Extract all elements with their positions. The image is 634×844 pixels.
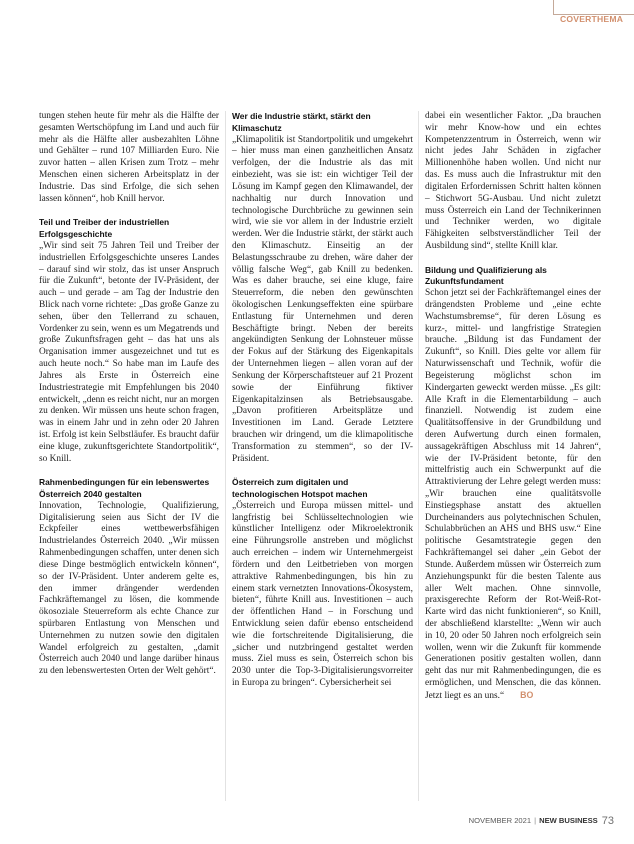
subheading: Österreich zum digitalen und technologischen Hotspot machen	[232, 477, 368, 499]
author-signature: BO	[520, 689, 534, 700]
paragraph: Innovation, Technologie, Qualifizierung, Digitalisierung seien aus Sicht der IV die Eckpfeiler eines wettbewerbsfähigen Industrielandes Österreich 2040. „Wir müssen Rahmenbedingungen schaffen, unter denen sich diese Dinge bestmöglich entwickeln können“, so der IV-Präsident. Unter anderem gelte es, den immer drängender werdenden Fachkräftemangel zu lösen, die kommende ökosoziale Steuerreform als echte Chance zur spürbaren Entlastung von Menschen und Unternehmen zu nutzen sowie den digitalen Wandel erfolgreich zu gestalten, „damit Österreich auch 2040 und lange darüber hinaus zu den lebenswertesten Orten der Welt gehört“.	[39, 500, 219, 677]
subheading: Wer die Industrie stärkt, stärkt den Klimaschutz	[232, 111, 371, 133]
paragraph: dabei ein wesentlicher Faktor. „Da brauchen wir mehr Know-how und ein echtes Kompetenzzentrum in Österreich, wenn wir nicht jedes Jahr Schäden in zigfacher Millionenhöhe haben wollen. Und nicht nur das. Es muss auch die Infrastruktur mit den digitalen Erfordernissen Schritt halten können – Stichwort 5G-Ausbau. Und nicht zuletzt muss Österreich ein Land der Technikerinnen und Techniker werden, wo digitale Fähigkeiten selbstverständlicher Teil der Ausbildung sind“, stellte Knill klar.	[425, 111, 601, 251]
page-number: 73	[601, 815, 614, 827]
article-column-3	[425, 111, 601, 703]
header-frame	[553, 0, 634, 15]
paragraph: tungen stehen heute für mehr als die Hälfte der gesamten Wertschöpfung im Land und auch für mehr als die Hälfte aller ausbezahlten Löhne und Gehälter – rund 107 Milliarden Euro. Nie zuvor hatten – allen Krisen zum Trotz – mehr Menschen einen sicheren Arbeitsplatz in der Industrie. Das sind Erfolge, die sich sehen lassen können“, hob Knill hervor.	[39, 111, 219, 204]
article-column-2	[232, 111, 413, 690]
section-label: COVERTHEMA	[560, 14, 624, 24]
article-column-1	[39, 111, 219, 678]
footer-separator: |	[534, 816, 537, 825]
subheading: Rahmenbedingungen für ein lebenswertes Österreich 2040 gestalten	[39, 477, 210, 499]
subheading: Bildung und Qualifizierung als Zukunftsfundament	[425, 264, 547, 287]
subheading: Teil und Treiber der industriellen Erfolgsgeschichte	[39, 217, 170, 240]
column-divider	[225, 111, 226, 801]
magazine-name: NEW BUSINESS	[539, 816, 598, 825]
page-footer	[469, 815, 614, 827]
paragraph: „Österreich und Europa müssen mittel- und langfristig bei Schlüsseltechnologien wie künstlicher Intelligenz oder Mikroelektronik eine Führungsrolle anstreben und möglichst auch erreichen – indem wir Unternehmergeist fördern und den Leitbetrieben von morgen attraktive Rahmenbedingungen, bis hin zu einem stark vernetzten Innovations-Ökosystem, bieten“, führte Knill aus. Investitionen – auch der öffentlichen Hand – in Forschung und Entwicklung seien dafür ebenso entscheidend wie die fortschreitende Digitalisierung, die „sicher und nutzbringend gestaltet werden muss. Ziel muss es sein, Österreich schon bis 2030 unter die Top-3-Digitalisierungsvorreiter in Europa zu bringen“. Cybersicherheit sei	[232, 500, 413, 688]
issue-date: NOVEMBER 2021	[468, 816, 532, 825]
paragraph	[425, 288, 601, 702]
paragraph: „Klimapolitik ist Standortpolitik und umgekehrt – hier muss man einen ganzheitlichen Ansatz verfolgen, der die Industrie als das mit einbezieht, was sie ist: ein wichtiger Teil der Lösung im Kampf gegen den Klimawandel, der nachhaltig nur durch Innovation und technologische Durchbrüche zu gewinnen sein wird, wie sie vor allem in der Industrie erzielt werden. Wer die Industrie stärkt, der stärkt auch den Klimaschutz. Einseitig an der Belastungsschraube zu drehen, wäre daher der völlig falsche Weg“, gab Knill zu bedenken. Was es daher brauche, sei eine kluge, faire Steuerreform, die neben den gewünschten ökologischen Lenkungseffekten eine spürbare Entlastung für Unternehmen und deren Beschäftigte bringt. Neben der bereits angekündigten Senkung der Lohnsteuer müsse der Fokus auf der Stärkung des Eigenkapitals der Unternehmen liegen – allen voran auf der Senkung der Körperschaftsteuer auf 21 Prozent sowie der Einführung fiktiver Eigenkapitalzinsen als Betriebsausgabe. „Davon profitieren Arbeitsplätze und Investitionen im Land. Gerade Letztere brauchen wir dringend, um die klimapolitische Transformation zu stemmen“, so der IV-Präsident.	[232, 134, 413, 464]
paragraph: „Wir sind seit 75 Jahren Teil und Treiber der industriellen Erfolgsgeschichte unseres Landes – darauf sind wir stolz, das ist unser Anspruch für die Zukunft“, betonte der IV-Präsident, der auch – und gerade – am Tag der Industrie den Blick nach vorne richtete: „Das große Ganze zu sehen, über den Tellerrand zu schauen, Vordenker zu sein, wenn es um Megatrends und große Zukunftsfragen geht – das hat uns als Organisation immer ausgezeichnet und tut es auch heute noch.“ So habe man im Laufe des Jahres als Erste in Österreich eine Industriestrategie mit Empfehlungen bis 2040 entwickelt, „denn es reicht nicht, nur an morgen zu denken. Wir müssen uns heute schon fragen, was in einem Jahr und in zehn oder 20 Jahren ist. Erfolg ist kein Selbstläufer. Es braucht dafür eine kluge, zukunftsgerichtete Standortpolitik“, so Knill.	[39, 240, 219, 464]
paragraph-text: Schon jetzt sei der Fachkräftemangel eines der drängendsten Probleme und „eine echte Wachstumsbremse“, für deren Lösung es kurz-, mittel- und langfristige Strategien brauche. „Bildung ist das Fundament der Zukunft“, so Knill. Dies gelte vor allem für Naturwissenschaft und Technik, wofür die Begeisterung möglichst schon im Kindergarten geweckt werden müsse. „Es gilt: Alle Kraft in die Elementarbildung – auch finanziell. Notwendig ist zudem eine Qualitätsoffensive in der Grundbildung und deren Aufwertung durch einen formalen, aussagekräftigen Abschluss mit 14 Jahren“, wie der IV-Präsident betonte, für den mittelfristig auch ein Schwerpunkt auf die Attraktivierung der Lehre gelegt werden muss: „Wir brauchen eine qualitätsvolle Einstiegsphase anstatt des aktuellen Durcheinanders aus polytechnischen Schulen, Schulabbrüchen an AHS und BHS usw.“ Eine politische Gesamtstrategie gegen den Fachkräftemangel sei daher „ein Gebot der Stunde. Außerdem müssen wir Österreich zum Anziehungspunkt für die besten Talente aus aller Welt machen. Ohne sinnvolle, praxisgerechte Reform der Rot-Weiß-Rot-Karte wird das nicht funktionieren“, so Knill, der abschließend klarstellte: „Wenn wir auch in 10, 20 oder 50 Jahren noch erfolgreich sein wollen, wenn wir die Zukunft für kommende Generationen positiv gestalten wollen, dann geht das nur mit Rahmenbedingungen, die es ermöglichen, und Menschen, die das können. Jetzt liegt es an uns.“	[425, 288, 601, 701]
column-divider	[418, 111, 419, 801]
